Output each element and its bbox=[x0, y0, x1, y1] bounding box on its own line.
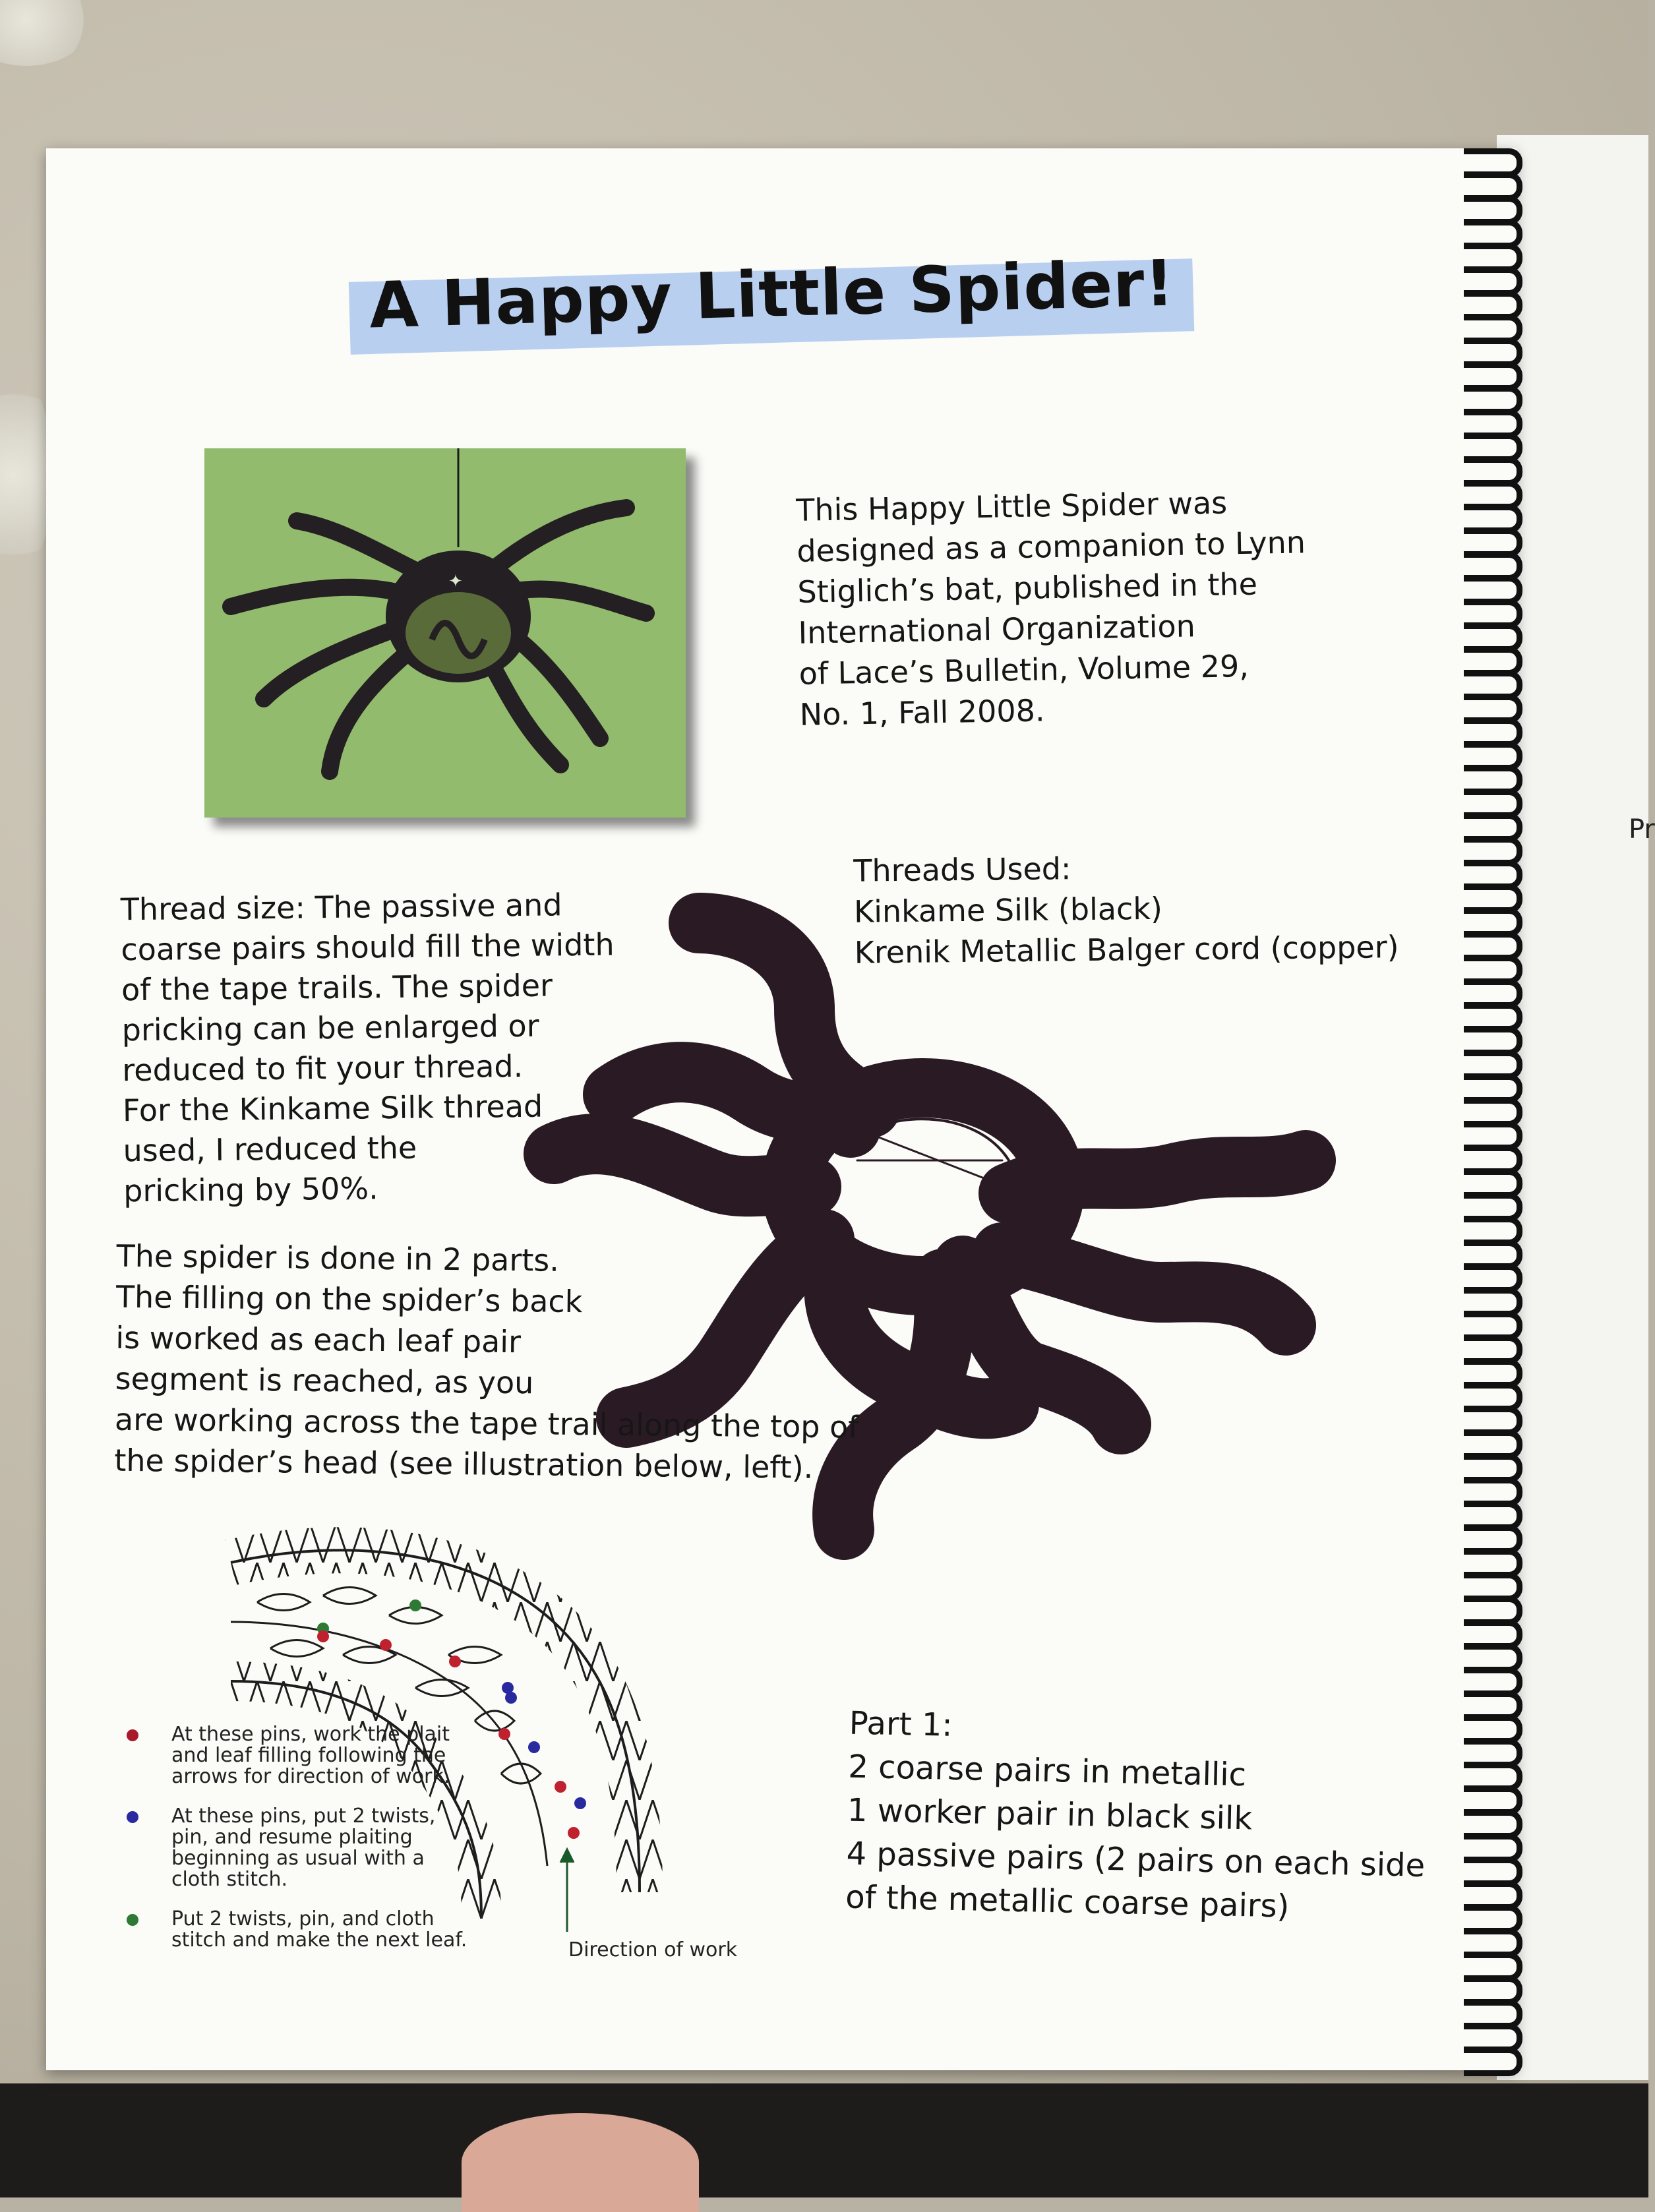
thread-item: Kinkame Silk (black) bbox=[853, 890, 1163, 930]
part1-item: 4 passive pairs (2 pairs on each side bbox=[846, 1835, 1426, 1884]
parts-line: segment is reached, as you bbox=[115, 1360, 534, 1401]
legend-line: At these pins, work the plait bbox=[171, 1723, 450, 1746]
thread-size-line: coarse pairs should fill the width bbox=[121, 926, 615, 968]
thread-size-line: reduced to fit your thread. bbox=[122, 1048, 524, 1089]
dark-surface bbox=[0, 2083, 1648, 2197]
green-pin-dot bbox=[127, 1914, 138, 1926]
thread-size-line: of the tape trails. The spider bbox=[121, 967, 553, 1008]
threads-heading: Threads Used: bbox=[853, 851, 1071, 889]
part1-item: 2 coarse pairs in metallic bbox=[847, 1748, 1247, 1794]
legend-line: and leaf filling following the bbox=[171, 1744, 446, 1767]
parts-line: is worked as each leaf pair bbox=[115, 1319, 522, 1360]
spiral-coil bbox=[1464, 2047, 1522, 2076]
parts-line: The filling on the spider’s back bbox=[115, 1278, 583, 1320]
parts-line: the spider’s head (see illustration below, left). bbox=[114, 1442, 814, 1485]
thread-item: Krenik Metallic Balger cord (copper) bbox=[854, 929, 1399, 971]
thread-size-line: used, I reduced the bbox=[123, 1129, 417, 1169]
parts-line: The spider is done in 2 parts. bbox=[116, 1238, 560, 1278]
legend-line: stitch and make the next leaf. bbox=[171, 1928, 467, 1952]
legend-line: arrows for direction of work. bbox=[171, 1765, 450, 1788]
part1-list bbox=[845, 1702, 1443, 1932]
spider-photo-illustration bbox=[204, 448, 686, 818]
page-title: A Happy Little Spider! bbox=[368, 246, 1176, 343]
red-pin-dot bbox=[127, 1729, 138, 1741]
parts-line: are working across the tape trail along the top of bbox=[114, 1401, 859, 1445]
legend-line: pin, and resume plaiting bbox=[171, 1826, 413, 1849]
intro-line: of Lace’s Bulletin, Volume 29, bbox=[798, 647, 1249, 692]
intro-line: International Organization bbox=[798, 608, 1196, 651]
part1-item: of the metallic coarse pairs) bbox=[845, 1878, 1290, 1925]
spiral-binding bbox=[1457, 135, 1530, 2080]
legend-line: At these pins, put 2 twists, bbox=[171, 1805, 436, 1828]
legend bbox=[119, 1724, 488, 1969]
intro-line: No. 1, Fall 2008. bbox=[799, 692, 1045, 732]
legend-item-blue bbox=[119, 1806, 488, 1890]
direction-of-work-label: Direction of work bbox=[568, 1938, 738, 1961]
intro-line: designed as a companion to Lynn bbox=[796, 524, 1306, 569]
part1-item: 1 worker pair in black silk bbox=[847, 1791, 1253, 1838]
thread-size-line: pricking by 50%. bbox=[123, 1170, 379, 1209]
finger bbox=[462, 2113, 699, 2212]
part1-heading: Part 1: bbox=[849, 1704, 953, 1744]
next-page-fragment: Pr bbox=[1629, 814, 1655, 845]
intro-line: This Happy Little Spider was bbox=[795, 485, 1228, 528]
legend-line: beginning as usual with a bbox=[171, 1847, 425, 1870]
legend-item-green bbox=[119, 1909, 488, 1951]
blue-pin-dot bbox=[127, 1811, 138, 1823]
thread-size-line: For the Kinkame Silk thread bbox=[122, 1088, 543, 1129]
legend-line: Put 2 twists, pin, and cloth bbox=[171, 1907, 435, 1930]
intro-line: Stiglich’s bat, published in the bbox=[797, 566, 1258, 610]
legend-line: cloth stitch. bbox=[171, 1868, 288, 1891]
spider-photo bbox=[204, 448, 686, 818]
parts-paragraph bbox=[114, 1236, 908, 1489]
svg-text:✦: ✦ bbox=[448, 572, 463, 591]
intro-paragraph bbox=[796, 479, 1393, 735]
legend-item-red bbox=[119, 1724, 488, 1787]
thread-size-line: pricking can be enlarged or bbox=[121, 1007, 539, 1048]
thread-size-line: Thread size: The passive and bbox=[120, 887, 562, 928]
